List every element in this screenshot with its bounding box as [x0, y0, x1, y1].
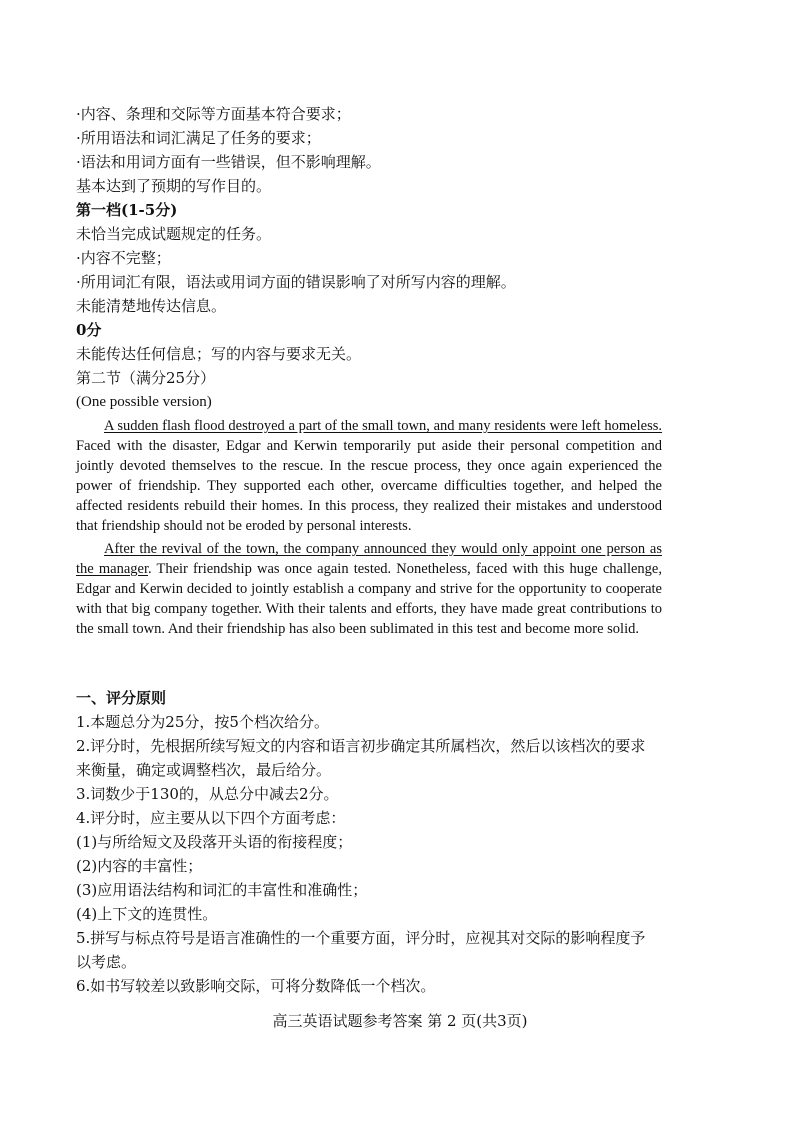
- criteria-summary: 基本达到了预期的写作目的。: [76, 177, 272, 195]
- band1-line: ·所用词汇有限，语法或用词方面的错误影响了对所写内容的理解。: [76, 273, 516, 291]
- principle-line: (3)应用语法结构和词汇的丰富性和准确性；: [76, 881, 368, 899]
- essay-p2-body: . Their friendship was once again tested. Nonetheless, faced with this huge challenge, Edgar and Kerwin decided to jointly establish a company and strive for the opportunity to cooperate with that big company together. With their talents and efforts, they have made great contributions to the small town. And their friendship has also been sublimated in this test and become more solid.: [76, 561, 662, 637]
- principle-line: (4)上下文的连贯性。: [76, 905, 218, 923]
- criteria-line: ·内容、条理和交际等方面基本符合要求；: [76, 105, 351, 123]
- essay-p1-body: Faced with the disaster, Edgar and Kerwin temporarily put aside their personal competition and jointly devoted themselves to the rescue. In the rescue process, they once again experienced the power of friendship. They supported each other, overcame difficulties together, and helped the affected residents rebuild their homes. In this process, they realized their mistakes and understood that friendship should not be eroded by personal interests.: [76, 438, 662, 534]
- page-footer: 高三英语试题参考答案 第 2 页(共3页): [272, 1012, 528, 1030]
- essay-paragraph-1: [76, 416, 662, 536]
- band0-line: 未能传达任何信息；写的内容与要求无关。: [76, 345, 362, 363]
- principle-line: (1)与所给短文及段落开头语的衔接程度；: [76, 833, 353, 851]
- criteria-line: ·语法和用词方面有一些错误，但不影响理解。: [76, 153, 381, 171]
- section2-title: 第二节（满分25分）: [76, 369, 216, 387]
- band1-line: 未能清楚地传达信息。: [76, 297, 227, 315]
- essay-p2-opening: After the revival of the town, the company announced they would only appoint one person as the manager: [76, 541, 662, 577]
- principle-line: 3.词数少于130的，从总分中减去2分。: [76, 785, 339, 803]
- essay-paragraph-2: [76, 539, 662, 639]
- principle-line: 以考虑。: [76, 953, 137, 971]
- principle-line: (2)内容的丰富性；: [76, 857, 203, 875]
- principles-heading: 一、评分原则: [76, 689, 167, 707]
- principle-line: 2.评分时，先根据所续写短文的内容和语言初步确定其所属档次，然后以该档次的要求: [76, 737, 646, 755]
- principle-line: 6.如书写较差以致影响交际，可将分数降低一个档次。: [76, 977, 436, 995]
- principle-line: 来衡量，确定或调整档次，最后给分。: [76, 761, 332, 779]
- essay-p1-opening: A sudden flash flood destroyed a part of the small town, and many residents were left homeless.: [104, 418, 662, 434]
- band1-line: 未恰当完成试题规定的任务。: [76, 225, 272, 243]
- criteria-line: ·所用语法和词汇满足了任务的要求；: [76, 129, 321, 147]
- band1-heading: 第一档(1-5分): [76, 201, 178, 219]
- principle-line: 4.评分时，应主要从以下四个方面考虑：: [76, 809, 346, 827]
- model-essay: [76, 416, 662, 642]
- band0-heading: 0分: [76, 321, 102, 339]
- principle-line: 5.拼写与标点符号是语言准确性的一个重要方面，评分时，应视其对交际的影响程度予: [76, 929, 646, 947]
- principle-line: 1.本题总分为25分，按5个档次给分。: [76, 713, 329, 731]
- band1-line: ·内容不完整；: [76, 249, 171, 267]
- version-label: (One possible version): [76, 394, 212, 410]
